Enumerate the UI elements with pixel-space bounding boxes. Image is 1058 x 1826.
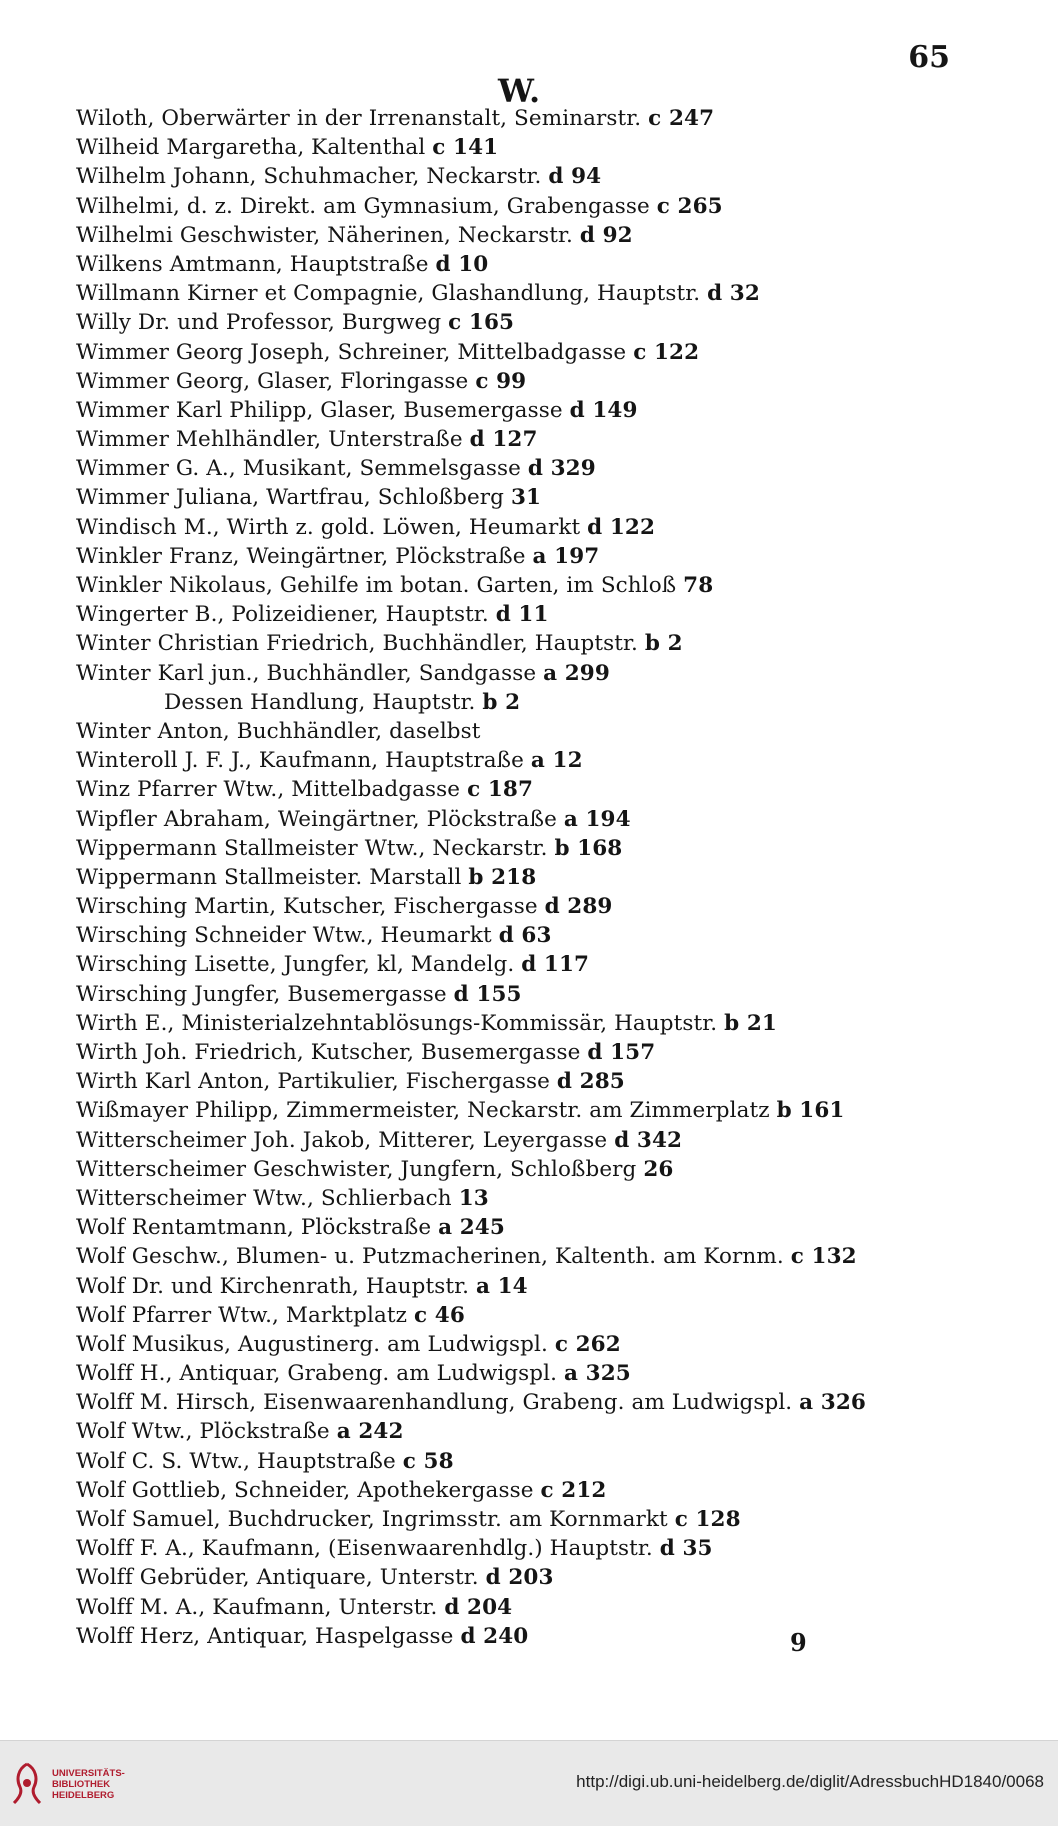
entry-name: Windisch M., Wirth z. gold. Löwen, Heumarkt: [76, 514, 581, 540]
entry-address: 31: [510, 485, 542, 511]
directory-entry: [76, 1213, 976, 1242]
entry-address: a 325: [564, 1361, 631, 1387]
entry-name: Wimmer Mehlhändler, Unterstraße: [76, 427, 463, 453]
entry-address: d 11: [495, 602, 549, 628]
entry-address: a 14: [475, 1273, 528, 1299]
entry-address: d 149: [569, 397, 638, 423]
entry-address: c 58: [402, 1448, 454, 1474]
entry-name: Wolf Rentamtmann, Plöckstraße: [76, 1215, 432, 1241]
entry-name: Wolff M. A., Kaufmann, Unterstr.: [76, 1594, 438, 1620]
entry-address: a 299: [543, 660, 610, 686]
entry-address: a 242: [336, 1419, 404, 1445]
entry-address: c 265: [656, 193, 723, 219]
directory-entry: [76, 513, 976, 542]
directory-entry: [76, 1126, 976, 1155]
entry-address: 26: [643, 1156, 674, 1182]
entry-address: b 168: [554, 835, 623, 861]
entry-address: b 21: [724, 1010, 777, 1036]
entry-address: d 289: [544, 894, 613, 920]
directory-entry: [76, 1563, 976, 1592]
entry-address: c 247: [648, 106, 715, 131]
entry-name: Wolff Gebrüder, Antiquare, Unterstr.: [76, 1565, 479, 1591]
entry-address: a 197: [532, 543, 600, 569]
entry-name: Witterscheimer Joh. Jakob, Mitterer, Leyergasse: [76, 1127, 608, 1153]
entry-address: d 285: [556, 1069, 625, 1095]
directory-entry: [76, 1534, 976, 1563]
entry-address: d 63: [498, 923, 552, 949]
directory-entry: [76, 950, 976, 979]
entry-name: Wilheid Margaretha, Kaltenthal: [76, 135, 426, 161]
entry-name: Dessen Handlung, Hauptstr.: [164, 689, 476, 715]
logo-line-2: BIBLIOTHEK: [52, 1778, 111, 1790]
entry-name: Wimmer Georg Joseph, Schreiner, Mittelbadgasse: [76, 339, 627, 365]
entry-name: Wolf Dr. und Kirchenrath, Hauptstr.: [76, 1273, 470, 1299]
directory-entry: [76, 892, 976, 921]
entry-address: d 35: [659, 1536, 713, 1562]
directory-entry: [76, 1622, 976, 1651]
entry-name: Wimmer Georg, Glaser, Floringasse: [76, 368, 469, 394]
entry-address: d 32: [707, 281, 760, 307]
directory-entry: [76, 1388, 976, 1417]
entry-address: d 203: [485, 1565, 554, 1591]
directory-entries: [76, 104, 976, 1651]
directory-entry: [76, 192, 976, 221]
entry-address: d 329: [527, 456, 596, 482]
entry-address: a 194: [563, 806, 631, 832]
directory-entry: [76, 308, 976, 337]
entry-name: Wilkens Amtmann, Hauptstraße: [76, 251, 429, 277]
entry-address: a 326: [799, 1390, 866, 1416]
directory-entry: [76, 1009, 976, 1038]
entry-name: Wirth Joh. Friedrich, Kutscher, Busemergasse: [76, 1040, 581, 1065]
entry-name: Wolff Herz, Antiquar, Haspelgasse: [76, 1623, 454, 1649]
entry-address: d 94: [548, 164, 602, 190]
directory-entry: [76, 600, 976, 629]
entry-name: Wimmer G. A., Musikant, Semmelsgasse: [76, 456, 521, 482]
entry-name: Wolff H., Antiquar, Grabeng. am Ludwigspl.: [76, 1361, 558, 1387]
page-number: 65: [908, 40, 950, 75]
entry-name: Wilhelm Johann, Schuhmacher, Neckarstr.: [76, 164, 542, 190]
entry-name: Witterscheimer Wtw., Schlierbach: [76, 1185, 452, 1211]
entry-name: Wirth E., Ministerialzehntablösungs-Kommissär, Hauptstr.: [76, 1010, 718, 1036]
entry-name: Wingerter B., Polizeidiener, Hauptstr.: [76, 602, 489, 628]
entry-name: Wolf Gottlieb, Schneider, Apothekergasse: [76, 1477, 534, 1503]
entry-name: Winkler Nikolaus, Gehilfe im botan. Garten, im Schloß: [76, 573, 677, 598]
entry-name: Wolff F. A., Kaufmann, (Eisenwaarenhdlg.) Hauptstr.: [76, 1536, 653, 1562]
directory-entry: [76, 1242, 976, 1271]
entry-name: Wiloth, Oberwärter in der Irrenanstalt, Seminarstr.: [76, 106, 642, 131]
directory-entry: [76, 1272, 976, 1301]
directory-entry: [76, 1593, 976, 1622]
entry-name: Wilhelmi Geschwister, Näherinen, Neckarstr.: [76, 222, 573, 248]
directory-entry: [76, 396, 976, 425]
logo-line-1: UNIVERSITÄTS-: [52, 1767, 125, 1779]
directory-entry: [76, 1184, 976, 1213]
directory-entry: [76, 338, 976, 367]
entry-name: Winter Christian Friedrich, Buchhändler, Hauptstr.: [76, 631, 638, 657]
directory-entry: [76, 980, 976, 1009]
directory-entry: [76, 425, 976, 454]
entry-name: Wimmer Juliana, Wartfrau, Schloßberg: [76, 485, 505, 511]
signature-mark: 9: [790, 1628, 807, 1657]
entry-name: Wolf Geschw., Blumen- u. Putzmacherinen, Kaltenth. am Kornm.: [76, 1244, 784, 1270]
entry-address: a 12: [530, 748, 583, 774]
directory-entry: [76, 367, 976, 396]
entry-address: c 99: [475, 368, 527, 394]
directory-entry: [76, 834, 976, 863]
entry-name: Winz Pfarrer Wtw., Mittelbadgasse: [76, 777, 461, 803]
entry-name: Wolf Musikus, Augustinerg. am Ludwigspl.: [76, 1331, 548, 1357]
directory-entry: [76, 659, 976, 688]
entry-name: Willy Dr. und Professor, Burgweg: [76, 310, 442, 336]
directory-entry: [76, 1067, 976, 1096]
entry-address: c 187: [467, 777, 534, 803]
entry-name: Witterscheimer Geschwister, Jungfern, Schloßberg: [76, 1156, 637, 1182]
directory-entry: [76, 1476, 976, 1505]
directory-entry: [76, 1038, 976, 1067]
entry-name: Wolf C. S. Wtw., Hauptstraße: [76, 1448, 396, 1474]
library-seal-icon: [10, 1761, 44, 1807]
directory-entry: [76, 746, 976, 775]
entry-name: Wilhelmi, d. z. Direkt. am Gymnasium, Grabengasse: [76, 193, 650, 219]
logo-line-3: HEIDELBERG: [52, 1789, 115, 1801]
entry-address: b 2: [644, 631, 683, 657]
entry-name: Winteroll J. F. J., Kaufmann, Hauptstraße: [76, 748, 524, 774]
entry-address: c 46: [414, 1302, 465, 1328]
entry-name: Wirsching Martin, Kutscher, Fischergasse: [76, 894, 538, 920]
entry-address: 78: [683, 573, 714, 598]
entry-name: Wirsching Lisette, Jungfer, kl, Mandelg.: [76, 952, 515, 978]
directory-entry: [76, 1155, 976, 1184]
directory-entry: [76, 279, 976, 308]
entry-name: Willmann Kirner et Compagnie, Glashandlung, Hauptstr.: [76, 281, 701, 307]
entry-address: c 165: [448, 310, 515, 336]
entry-address: b 218: [468, 864, 537, 890]
entry-name: Winter Karl jun., Buchhändler, Sandgasse: [76, 660, 537, 686]
entry-address: d 122: [587, 514, 656, 540]
entry-address: c 132: [790, 1244, 857, 1270]
entry-address: d 157: [587, 1040, 656, 1065]
section-letter: W.: [498, 72, 541, 110]
entry-address: c 212: [540, 1477, 607, 1503]
entry-address: a 245: [438, 1215, 505, 1241]
directory-entry: [76, 104, 976, 133]
viewer-footer: [0, 1740, 1058, 1826]
entry-name: Wirsching Jungfer, Busemergasse: [76, 981, 447, 1007]
entry-name: Wimmer Karl Philipp, Glaser, Busemergasse: [76, 397, 563, 423]
entry-address: c 128: [674, 1507, 741, 1532]
entry-name: Wipfler Abraham, Weingärtner, Plöckstraße: [76, 806, 557, 832]
directory-entry: [76, 921, 976, 950]
entry-name: Winter Anton, Buchhändler, daselbst: [76, 718, 481, 744]
entry-address: d 127: [469, 427, 538, 453]
entry-address: 13: [458, 1185, 489, 1211]
entry-address: d 204: [444, 1594, 513, 1620]
directory-entry: [76, 542, 976, 571]
entry-name: Wirsching Schneider Wtw., Heumarkt: [76, 923, 492, 949]
entry-address: d 117: [521, 952, 590, 978]
entry-name: Wolf Pfarrer Wtw., Marktplatz: [76, 1302, 408, 1328]
directory-entry: [76, 1359, 976, 1388]
directory-entry: [76, 863, 976, 892]
entry-address: d 10: [435, 251, 489, 277]
entry-address: c 122: [633, 339, 700, 365]
entry-name: Wippermann Stallmeister Wtw., Neckarstr.: [76, 835, 548, 861]
entry-address: d 342: [614, 1127, 683, 1153]
directory-entry: [76, 1301, 976, 1330]
directory-entry: [76, 805, 976, 834]
directory-entry: [76, 221, 976, 250]
permalink-url[interactable]: http://digi.ub.uni-heidelberg.de/diglit/AdressbuchHD1840/0068: [576, 1772, 1044, 1791]
directory-entry: [76, 571, 976, 600]
directory-entry: [76, 483, 976, 512]
entry-name: Wolf Wtw., Plöckstraße: [76, 1419, 330, 1445]
entry-name: Winkler Franz, Weingärtner, Plöckstraße: [76, 543, 526, 569]
entry-address: d 155: [453, 981, 522, 1007]
directory-entry: [76, 454, 976, 483]
directory-entry: [76, 688, 976, 717]
entry-name: Wolff M. Hirsch, Eisenwaarenhandlung, Grabeng. am Ludwigspl.: [76, 1390, 793, 1416]
directory-entry: [76, 1447, 976, 1476]
entry-address: d 240: [460, 1623, 529, 1649]
directory-entry: [76, 717, 976, 746]
directory-entry: [76, 1096, 976, 1125]
entry-name: Wirth Karl Anton, Partikulier, Fischergasse: [76, 1069, 550, 1095]
entry-address: c 262: [554, 1331, 621, 1357]
directory-entry: [76, 1330, 976, 1359]
entry-address: b 161: [776, 1098, 845, 1124]
directory-entry: [76, 1417, 976, 1446]
directory-entry: [76, 133, 976, 162]
directory-entry: [76, 629, 976, 658]
entry-address: b 2: [482, 689, 521, 715]
directory-entry: [76, 250, 976, 279]
entry-address: d 92: [579, 222, 633, 248]
entry-address: c 141: [432, 135, 499, 161]
entry-name: Wißmayer Philipp, Zimmermeister, Neckarstr. am Zimmerplatz: [76, 1098, 770, 1124]
entry-name: Wippermann Stallmeister. Marstall: [76, 864, 462, 890]
directory-entry: [76, 775, 976, 804]
directory-entry: [76, 162, 976, 191]
directory-entry: [76, 1505, 976, 1534]
entry-name: Wolf Samuel, Buchdrucker, Ingrimsstr. am Kornmarkt: [76, 1507, 668, 1532]
library-logo[interactable]: [10, 1755, 160, 1813]
